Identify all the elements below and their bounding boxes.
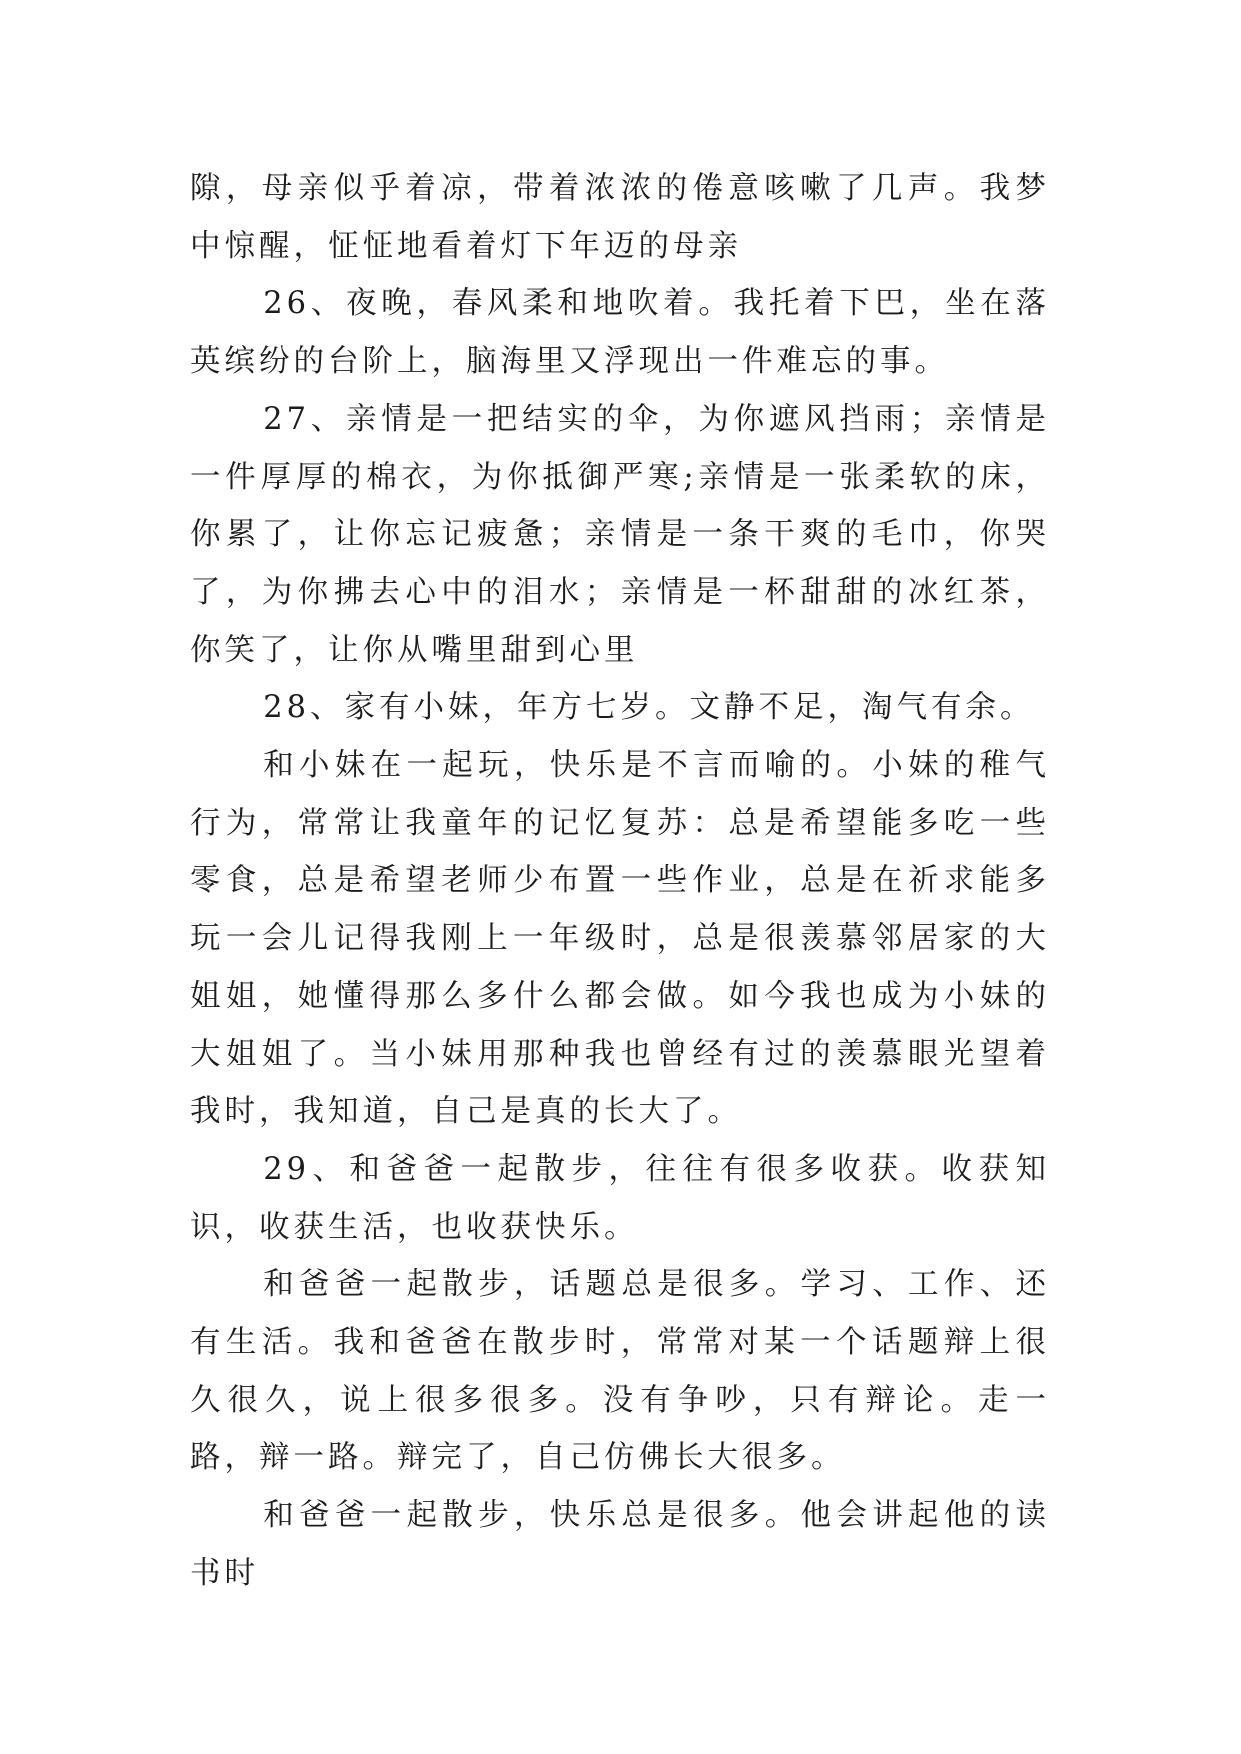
paragraph-27: 27、亲情是一把结实的伞，为你遮风挡雨；亲情是一件厚厚的棉衣，为你抵御严寒;亲情是一张柔软的床，你累了，让你忘记疲惫；亲情是一条干爽的毛巾，你哭了，为你拂去心中的泪水；亲情是一杯甜甜的冰红茶，你笑了，让你从嘴里甜到心里	[190, 401, 1050, 668]
document-body	[190, 160, 1050, 1603]
paragraph-29-joy: 和爸爸一起散步，快乐总是很多。他会讲起他的读书时	[190, 1498, 1050, 1591]
paragraph-continuation: 隙，母亲似乎着凉，带着浓浓的倦意咳嗽了几声。我梦中惊醒，怔怔地看着灯下年迈的母亲	[190, 171, 1050, 264]
paragraph-29-topics: 和爸爸一起散步，话题总是很多。学习、工作、还有生活。我和爸爸在散步时，常常对某一个话题辩上很久很久，说上很多很多。没有争吵，只有辩论。走一路，辩一路。辩完了，自己仿佛长大很多。	[190, 1267, 1050, 1476]
paragraph-28-body: 和小妹在一起玩，快乐是不言而喻的。小妹的稚气行为，常常让我童年的记忆复苏：总是希望能多吃一些零食，总是希望老师少布置一些作业，总是在祈求能多玩一会儿记得我刚上一年级时，总是很羡慕邻居家的大姐姐，她懂得那么多什么都会做。如今我也成为小妹的大姐姐了。当小妹用那种我也曾经有过的羡慕眼光望着我时，我知道，自己是真的长大了。	[190, 748, 1050, 1130]
paragraph-28: 28、家有小妹，年方七岁。文静不足，淘气有余。	[263, 690, 1035, 726]
paragraph-26: 26、夜晚，春风柔和地吹着。我托着下巴，坐在落英缤纷的台阶上，脑海里又浮现出一件难忘的事。	[190, 286, 1050, 380]
paragraph-29: 29、和爸爸一起散步，往往有很多收获。收获知识，收获生活，也收获快乐。	[190, 1151, 1050, 1245]
